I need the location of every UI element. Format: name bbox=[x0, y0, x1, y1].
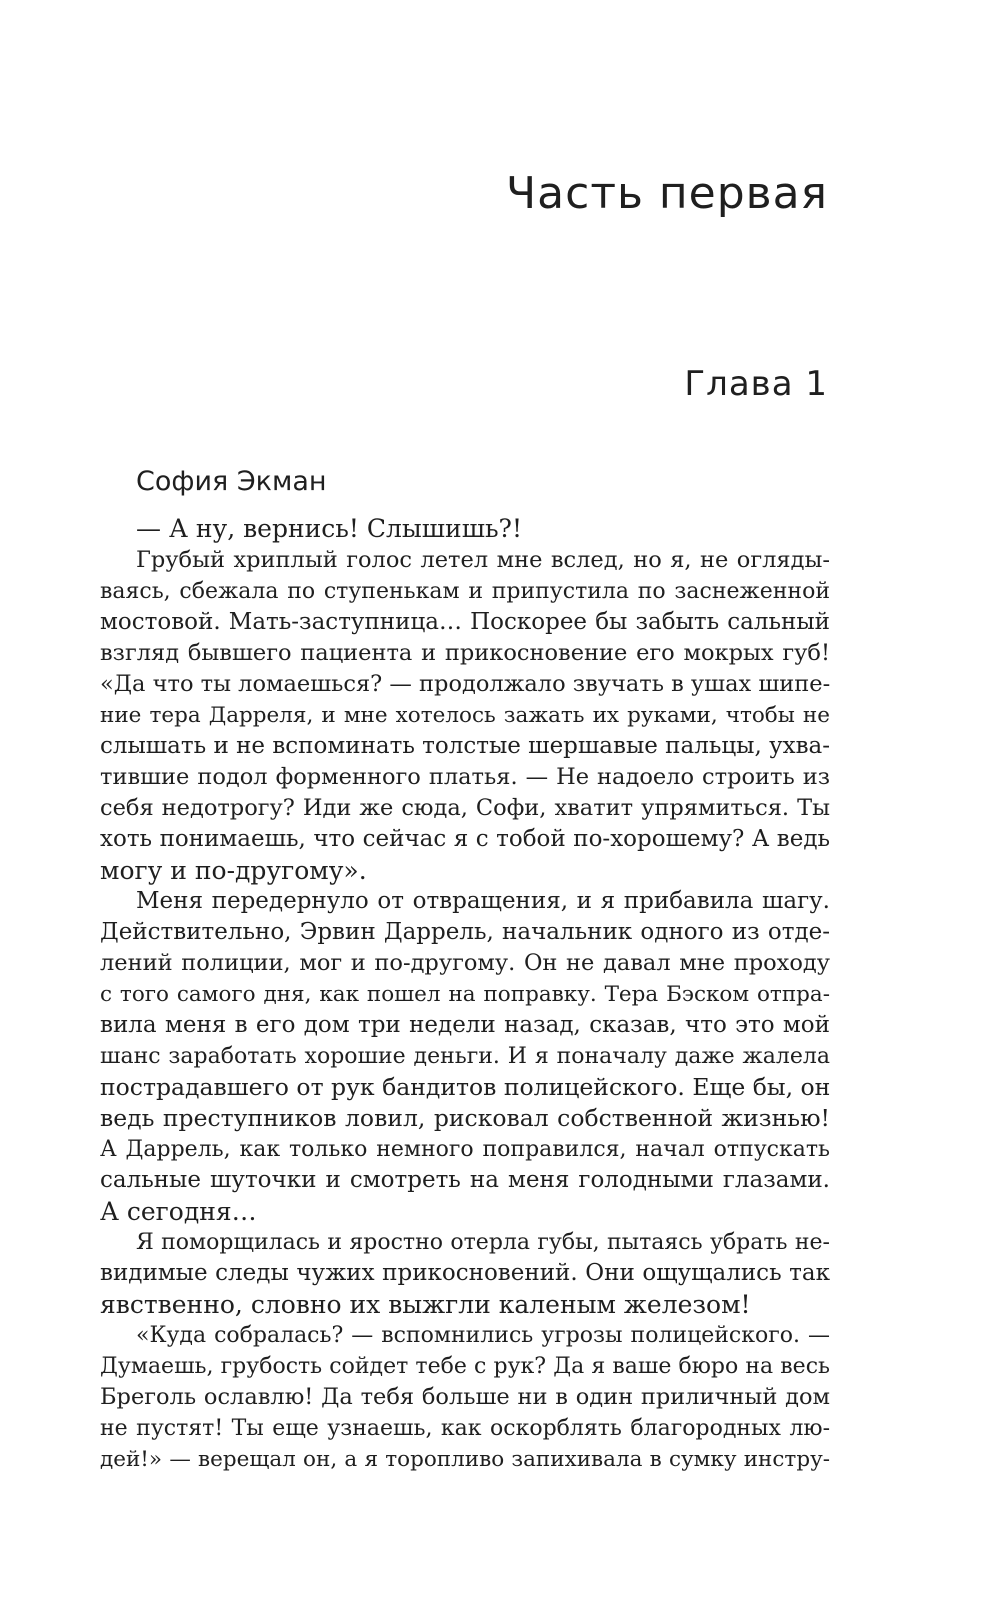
text-line: взгляд бывшего пациента и прикосновение его мокрых губ! bbox=[100, 640, 830, 666]
text-line: не пустят! Ты еще узнаешь, как оскорблять благородных лю- bbox=[100, 1416, 830, 1441]
text-line: тившие подол форменного платья. — Не надоело строить из bbox=[100, 764, 830, 790]
text-line: Меня передернуло от отвращения, и я прибавила шагу. bbox=[136, 888, 830, 914]
text-line: мостовой. Мать-заступница… Поскорее бы забыть сальный bbox=[100, 609, 830, 635]
text-line: дей!» — верещал он, а я торопливо запихивала в сумку инстру- bbox=[100, 1447, 830, 1472]
text-line: А Даррель, как только немного поправился, начал отпускать bbox=[100, 1137, 830, 1162]
text-line: А сегодня… bbox=[100, 1197, 257, 1226]
text-line: хоть понимаешь, что сейчас я с тобой по-хорошему? А ведь bbox=[100, 826, 830, 852]
text-line: вила меня в его дом три недели назад, сказав, что это мой bbox=[100, 1012, 830, 1038]
text-line: шанс заработать хорошие деньги. И я поначалу даже жалела bbox=[100, 1044, 830, 1069]
section-title: София Экман bbox=[136, 466, 327, 497]
text-line: «Куда собралась? — вспомнились угрозы полицейского. — bbox=[136, 1323, 830, 1348]
text-line: сальные шуточки и смотреть на меня голодными глазами. bbox=[100, 1167, 830, 1193]
text-line: лений полиции, мог и по-другому. Он не давал мне проходу bbox=[100, 950, 830, 976]
text-line: Я поморщилась и яростно отерла губы, пытаясь убрать не- bbox=[136, 1230, 830, 1255]
chapter-title: Глава 1 bbox=[684, 364, 828, 404]
part-title: Часть первая bbox=[506, 168, 828, 219]
text-line: явственно, словно их выжгли каленым железом! bbox=[100, 1290, 751, 1319]
text-line: Думаешь, грубость сойдет тебе с рук? Да я ваше бюро на весь bbox=[100, 1354, 830, 1379]
text-line: себя недотрогу? Иди же сюда, Софи, хватит упрямиться. Ты bbox=[100, 795, 830, 821]
text-line: Действительно, Эрвин Даррель, начальник одного из отде- bbox=[100, 919, 830, 945]
text-line: Грубый хриплый голос летел мне вслед, но я, не огляды- bbox=[136, 547, 830, 573]
text-line: ние тера Дарреля, и мне хотелось зажать их руками, чтобы не bbox=[100, 703, 830, 728]
text-line: пострадавшего от рук бандитов полицейского. Еще бы, он bbox=[100, 1073, 830, 1101]
text-line: могу и по-другому». bbox=[100, 856, 367, 885]
text-line: ваясь, сбежала по ступенькам и припустила по заснеженной bbox=[100, 579, 830, 604]
text-line: — А ну, вернись! Слышишь?! bbox=[136, 514, 523, 543]
text-line: видимые следы чужих прикосновений. Они ощущались так bbox=[100, 1260, 830, 1286]
text-line: ведь преступников ловил, рисковал собственной жизнью! bbox=[100, 1104, 830, 1132]
text-line: «Да что ты ломаешься? — продолжало звучать в ушах шипе- bbox=[100, 671, 830, 697]
text-line: с того самого дня, как пошел на поправку. Тера Бэском отпра- bbox=[100, 982, 830, 1007]
text-line: слышать и не вспоминать толстые шершавые пальцы, ухва- bbox=[100, 733, 830, 759]
text-line: Бреголь ославлю! Да тебя больше ни в один приличный дом bbox=[100, 1384, 830, 1410]
